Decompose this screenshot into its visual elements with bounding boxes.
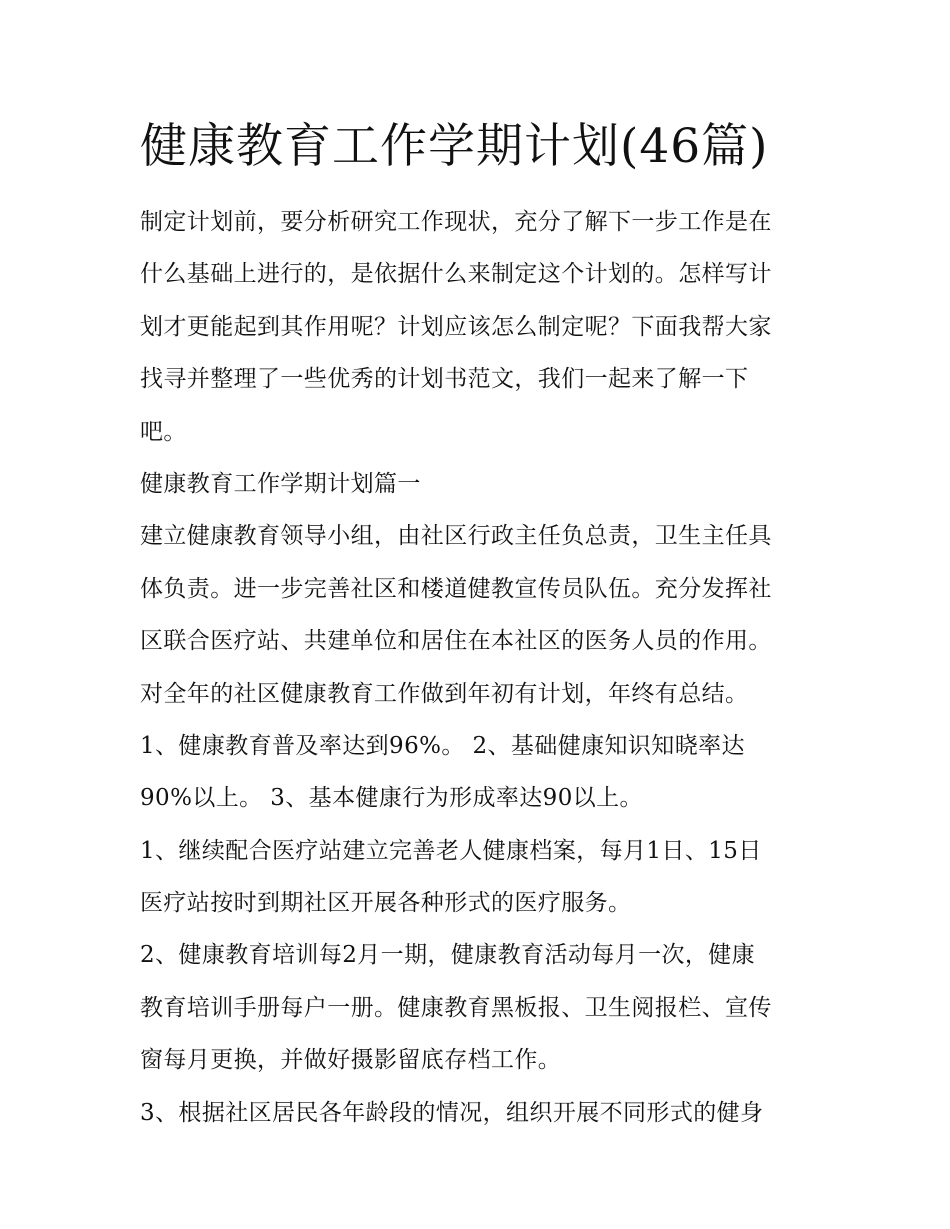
text-line: 建立健康教育领导小组，由社区行政主任负总责，卫生主任具 (140, 523, 772, 550)
text-line: 90%以上。 3、基本健康行为形成率达90以上。 (140, 785, 643, 812)
section-heading: 健康教育工作学期计划篇一 (140, 470, 421, 497)
text-line: 教育培训手册每户一册。健康教育黑板报、卫生阅报栏、宣传 (140, 994, 772, 1021)
text-line: 3、根据社区居民各年龄段的情况，组织开展不同形式的健身 (140, 1099, 764, 1126)
text-line: 1、继续配合医疗站建立完善老人健康档案，每月1日、15日 (140, 837, 762, 864)
document-body (140, 196, 830, 1139)
text-line: 体负责。进一步完善社区和楼道健教宣传员队伍。充分发挥社 (140, 575, 772, 602)
text-line: 对全年的社区健康教育工作做到年初有计划，年终有总结。 (140, 680, 749, 707)
text-line: 区联合医疗站、共建单位和居住在本社区的医务人员的作用。 (140, 628, 772, 655)
text-line: 吧。 (140, 418, 187, 445)
document-title: 健康教育工作学期计划(46篇) (140, 119, 769, 174)
text-line: 制定计划前，要分析研究工作现状，充分了解下一步工作是在 (140, 209, 772, 235)
text-line: 划才更能起到其作用呢？计划应该怎么制定呢？下面我帮大家 (140, 313, 772, 340)
text-line: 医疗站按时到期社区开展各种形式的医疗服务。 (140, 890, 632, 917)
text-line: 窗每月更换，并做好摄影留底存档工作。 (140, 1047, 562, 1074)
text-line: 2、健康教育培训每2月一期，健康教育活动每月一次，健康 (140, 942, 756, 969)
text-line: 1、健康教育普及率达到96%。 2、基础健康知识知晓率达 (140, 732, 745, 759)
text-line: 什么基础上进行的，是依据什么来制定这个计划的。怎样写计 (140, 261, 772, 288)
text-line: 找寻并整理了一些优秀的计划书范文，我们一起来了解一下 (140, 366, 749, 393)
